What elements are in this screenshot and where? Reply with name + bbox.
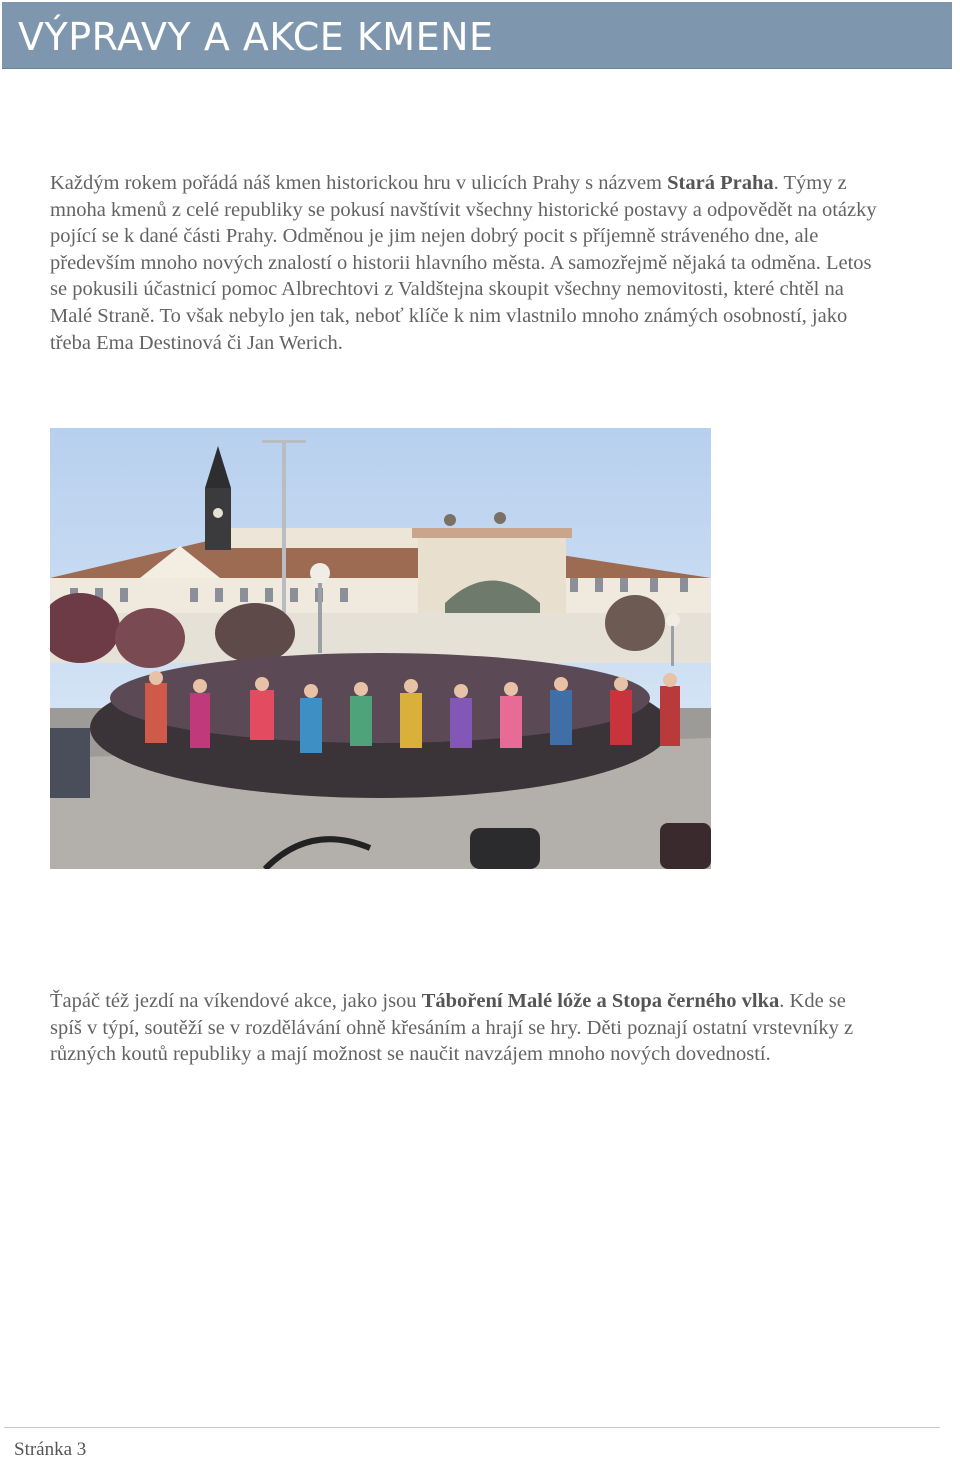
header-band [2, 2, 952, 69]
paragraph-text: Každým rokem pořádá náš kmen historickou hru v ulicích Prahy s názvem [50, 172, 668, 194]
footer-divider [4, 1427, 940, 1428]
page-title: VÝPRAVY A AKCE KMENE [18, 15, 494, 59]
bold-event-names: Táboření Malé lóže a Stopa černého vlka [421, 990, 780, 1012]
group-photo-illustration [50, 428, 711, 869]
paragraph-text: . Kde se spíš v týpí, soutěží se v rozdělávání ohně křesáním a hrají se hry. Děti poznají ostatní vrstevníky z různých koutů republiky a mají možnost se naučit navzájem mnoho nových dovedností. [50, 990, 854, 1066]
page-number: Stránka 3 [14, 1439, 87, 1460]
paragraph-weekend-events [50, 988, 880, 1068]
paragraph-text: . Týmy z mnoha kmenů z celé republiky se pokusí navštívit všechny historické postavy a odpovědět na otázky pojící se k dané části Prahy. Odměnou je jim nejen dobrý pocit s příjemně stráveného dne, ale především mnoho nových znalostí o historii hlavního města. A samozřejmě nějaká ta odměna. Letos se pokusili účastnicí pomoc Albrechtovi z Valdštejna skoupit všechny nemovitosti, které chtěl na Malé Straně. To však nebylo jen tak, neboť klíče k nim vlastnilo mnoho známých osobností, jako třeba Ema Destinová či Jan Werich. [50, 172, 877, 354]
paragraph-text: Ťapáč též jezdí na víkendové akce, jako jsou [50, 990, 422, 1012]
bold-game-name: Stará Praha [667, 172, 774, 194]
group-photo [50, 428, 711, 869]
paragraph-stara-praha [50, 170, 880, 356]
